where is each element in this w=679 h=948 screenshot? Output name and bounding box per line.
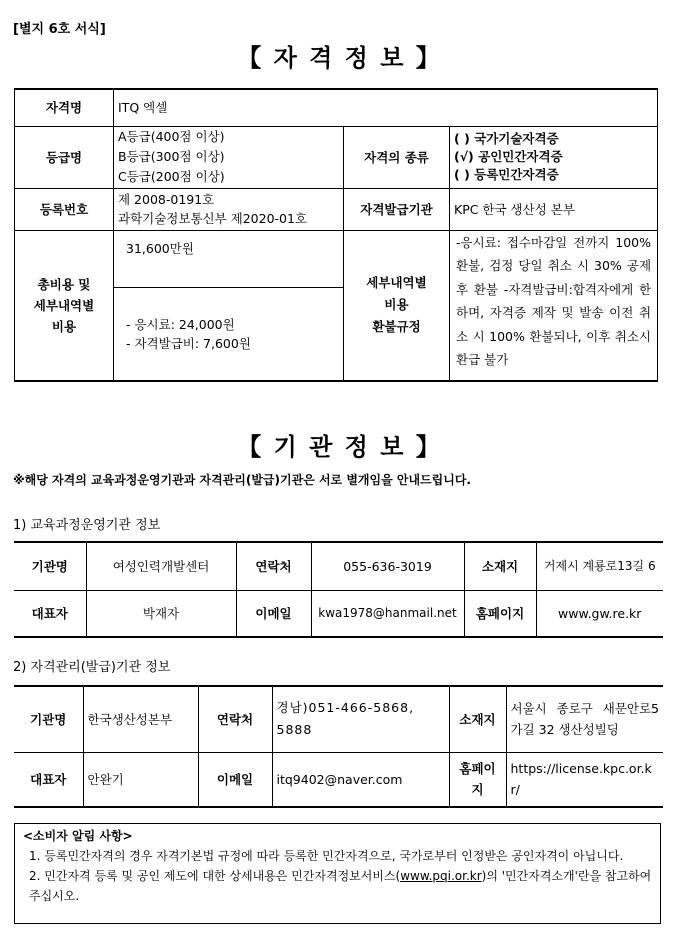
issuer-rep-value: 안완기 bbox=[83, 752, 198, 807]
issuer-rep-label: 대표자 bbox=[14, 752, 83, 807]
pqi-link[interactable]: www.pqi.or.kr bbox=[400, 869, 482, 883]
edu-email-value[interactable]: kwa1978@hanmail.net bbox=[311, 590, 464, 637]
qualification-table bbox=[14, 88, 658, 382]
issuer-homepage-link[interactable]: https://license.kpc.or.kr/ bbox=[506, 752, 663, 807]
reg-number-value bbox=[114, 188, 344, 230]
qual-name-value: ITQ 엑셀 bbox=[114, 89, 658, 126]
edu-org-value: 여성인력개발센터 bbox=[86, 542, 236, 590]
cost-label-line-1: 총비용 및 bbox=[37, 276, 91, 292]
issuer-org-value: 한국생산성본부 bbox=[83, 686, 198, 752]
issuer-org-heading: 2) 자격관리(발급)기관 정보 bbox=[13, 660, 171, 675]
edu-rep-value: 박재자 bbox=[86, 590, 236, 637]
type-national: ( ) 국가기술자격증 bbox=[454, 131, 559, 146]
edu-homepage-label: 홈페이지 bbox=[464, 590, 536, 637]
edu-contact-label: 연락처 bbox=[236, 542, 311, 590]
grade-list bbox=[114, 126, 344, 188]
issuer-org-label: 기관명 bbox=[14, 686, 83, 752]
consumer-notice-item-2-post: )의 '민간자격소개'란을 참고하여 주십시오. bbox=[29, 869, 652, 903]
refund-label bbox=[344, 230, 450, 381]
grade-b: B등급(300점 이상) bbox=[118, 149, 225, 164]
qual-type-label: 자격의 종류 bbox=[344, 126, 450, 188]
cost-total: 31,600만원 bbox=[114, 230, 344, 287]
edu-homepage-link[interactable]: www.gw.re.kr bbox=[536, 590, 663, 637]
cost-label bbox=[15, 230, 114, 381]
qual-name-label: 자격명 bbox=[15, 89, 114, 126]
refund-label-line-2: 비용 bbox=[384, 297, 409, 313]
cost-label-line-2: 세부내역별 bbox=[33, 297, 95, 313]
refund-label-line-1: 세부내역별 bbox=[366, 275, 427, 291]
type-registered-private: ( ) 등록민간자격증 bbox=[454, 167, 559, 182]
cost-label-line-3: 비용 bbox=[51, 318, 77, 334]
organization-section-title: 【 기 관 정 보 】 bbox=[237, 433, 442, 461]
issuer-email-value[interactable]: itq9402@naver.com bbox=[272, 752, 449, 807]
issuer-email-label: 이메일 bbox=[198, 752, 272, 807]
refund-label-line-3: 환불규정 bbox=[372, 319, 421, 335]
edu-org-heading: 1) 교육과정운영기관 정보 bbox=[13, 518, 161, 533]
edu-address-value: 거제시 계룡로13길 6 bbox=[536, 542, 663, 590]
issuer-homepage-label: 홈페이지 bbox=[449, 752, 506, 807]
refund-policy: -응시료: 접수마감일 전까지 100% 환불, 검정 당일 취소 시 30% 공제 후 환불 -자격발급비:합격자에게 한하며, 자격증 제작 및 발송 이전 취소 시 100% 환불되나, 이후 취소시 환급 불가 bbox=[450, 230, 658, 381]
issuer-address-value: 서울시 종로구 새문안로5가길 32 생산성빌딩 bbox=[506, 686, 663, 752]
issuer-contact-value: 경남)051-466-5868, 5888 bbox=[272, 686, 449, 752]
cost-issue-fee: - 자격발급비: 7,600원 bbox=[126, 335, 251, 351]
form-label: [별지 6호 서식] bbox=[13, 22, 106, 37]
edu-email-label: 이메일 bbox=[236, 590, 311, 637]
cost-exam-fee: - 응시료: 24,000원 bbox=[126, 316, 235, 332]
reg-number-line-2: 과학기술정보통신부 제2020-01호 bbox=[118, 211, 308, 226]
reg-number-label: 등록번호 bbox=[15, 188, 114, 230]
grade-label: 등급명 bbox=[15, 126, 114, 188]
consumer-notice-item-2-pre: 2. 민간자격 등록 및 공인 제도에 대한 상세내용은 민간자격정보서비스( bbox=[29, 869, 401, 883]
consumer-notice-box bbox=[14, 823, 661, 924]
issuer-value: KPC 한국 생산성 본부 bbox=[450, 188, 658, 230]
edu-org-label: 기관명 bbox=[14, 542, 86, 590]
type-certified-private: (√) 공인민간자격증 bbox=[454, 149, 563, 164]
cost-details bbox=[114, 287, 344, 381]
issuer-address-label: 소재지 bbox=[449, 686, 506, 752]
grade-c: C등급(200점 이상) bbox=[118, 169, 225, 184]
issuer-label: 자격발급기관 bbox=[344, 188, 450, 230]
edu-contact-value: 055-636-3019 bbox=[311, 542, 464, 590]
reg-number-line-1: 제 2008-0191호 bbox=[118, 192, 215, 207]
edu-address-label: 소재지 bbox=[464, 542, 536, 590]
issuer-contact-label: 연락처 bbox=[198, 686, 272, 752]
consumer-notice-title: <소비자 알림 사항> bbox=[23, 829, 133, 843]
edu-rep-label: 대표자 bbox=[14, 590, 86, 637]
grade-a: A등급(400점 이상) bbox=[118, 129, 225, 144]
consumer-notice-item-1: 1. 등록민간자격의 경우 자격기본법 규정에 따라 등록한 민간자격으로, 국가로부터 인정받은 공인자격이 아닙니다. bbox=[29, 849, 624, 863]
issuer-org-table bbox=[14, 685, 663, 808]
qual-type-list bbox=[450, 126, 658, 188]
edu-org-table bbox=[14, 541, 663, 638]
consumer-notice-item-2 bbox=[23, 866, 652, 906]
qualification-section-title: 【 자 격 정 보 】 bbox=[237, 44, 442, 72]
separate-org-notice: ※해당 자격의 교육과정운영기관과 자격관리(발급)기관은 서로 별개임을 안내드립니다. bbox=[13, 473, 471, 487]
